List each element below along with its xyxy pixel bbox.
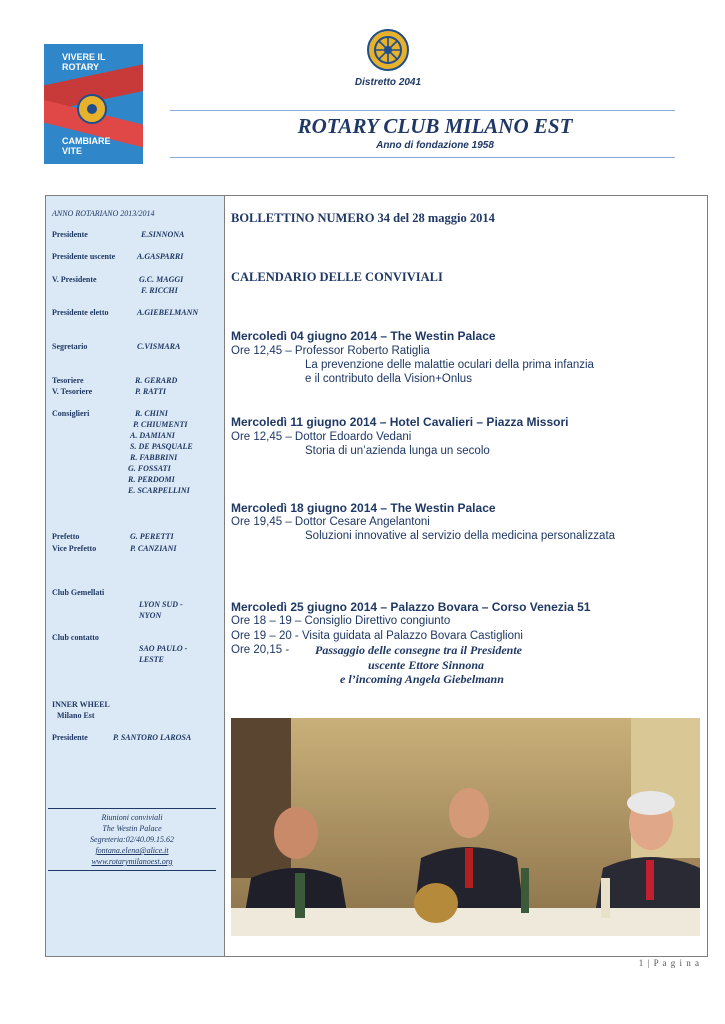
gemellati-label: Club Gemellati — [52, 588, 105, 597]
vice-prefetto-label: Vice Prefetto — [52, 544, 97, 553]
officer-name: C.VISMARA — [137, 342, 181, 351]
councillor-name: E. SCARPELLINI — [128, 486, 190, 495]
founded-label: Anno di fondazione 1958 — [376, 140, 494, 151]
officer-name: F. RICCHI — [141, 286, 178, 295]
header-rule — [170, 157, 675, 158]
footer-line: The Westin Palace — [102, 824, 162, 833]
footer-email-link[interactable]: fontana.elena@alice.it — [95, 846, 169, 855]
logo-line: CAMBIARE — [62, 136, 111, 146]
inner-wheel-club: Milano Est — [57, 711, 95, 720]
vice-prefetto-name: P. CANZIANI — [130, 544, 177, 553]
officer-role: Presidente eletto — [52, 308, 109, 317]
calendar-title: CALENDARIO DELLE CONVIVIALI — [231, 270, 443, 284]
event-highlight: uscente Ettore Sinnona — [368, 658, 485, 672]
logo-line: VIVERE IL — [62, 52, 106, 62]
officer-name: P. RATTI — [135, 387, 166, 396]
councillor-name: P. CHIUMENTI — [133, 420, 188, 429]
district-label: Distretto 2041 — [354, 77, 422, 88]
event-line: La prevenzione delle malattie oculari della prima infanzia — [305, 359, 594, 371]
event-title: Mercoledì 11 giugno 2014 – Hotel Cavalieri – Piazza Missori — [231, 415, 569, 429]
prefetto-name: G. PERETTI — [130, 532, 174, 541]
officer-role: V. Tesoriere — [52, 387, 93, 396]
officer-name: A.GASPARRI — [137, 252, 184, 261]
officer-role: V. Presidente — [52, 275, 97, 284]
event-line: Ore 20,15 - — [231, 644, 290, 656]
logo-line: ROTARY — [62, 62, 99, 72]
event-line: Ore 12,45 – Professor Roberto Ratiglia — [231, 345, 430, 357]
councillor-name: R. FABBRINI — [130, 453, 178, 462]
officer-name: G.C. MAGGI — [139, 275, 184, 284]
rotary-year: ANNO ROTARIANO 2013/2014 — [52, 209, 155, 218]
event-highlight: Passaggio delle consegne tra il Presidente — [315, 643, 522, 657]
councillor-name: R. PERDOMI — [128, 475, 175, 484]
event-line: Soluzioni innovative al servizio della medicina personalizzata — [305, 530, 616, 542]
event-line: Ore 18 – 19 – Consiglio Direttivo congiunto — [231, 615, 451, 627]
officer-role: Presidente — [52, 230, 88, 239]
councillor-name: S. DE PASQUALE — [130, 442, 193, 451]
event-line: Ore 12,45 – Dottor Edoardo Vedani — [231, 431, 412, 443]
event-line: Storia di un’azienda lunga un secolo — [305, 445, 490, 457]
officer-role: Segretario — [52, 342, 88, 351]
logo-line: VITE — [62, 146, 83, 156]
sidebar-rule — [48, 870, 216, 871]
inner-wheel-label: INNER WHEEL — [52, 700, 110, 709]
gemellati-club: NYON — [139, 611, 162, 620]
event-line: e il contributo della Vision+Onlus — [305, 373, 472, 385]
sidebar-rule — [48, 808, 216, 809]
councillor-name: G. FOSSATI — [128, 464, 171, 473]
page-number: 1 | P a g i n a — [638, 958, 700, 968]
officer-name: A.GIEBELMANN — [137, 308, 199, 317]
iw-president-label: Presidente — [52, 733, 88, 742]
club-title: ROTARY CLUB MILANO EST — [297, 114, 573, 138]
gemellati-club: LYON SUD - — [139, 600, 183, 609]
group-photo — [231, 718, 700, 936]
contatto-club: SAO PAULO - — [139, 644, 188, 653]
event-line: Ore 19 – 20 - Visita guidata al Palazzo Bovara Castiglioni — [231, 630, 523, 642]
officer-role: Tesoriere — [52, 376, 84, 385]
event-line: Ore 19,45 – Dottor Cesare Angelantoni — [231, 516, 430, 528]
event-title: Mercoledì 04 giugno 2014 – The Westin Palace — [231, 329, 496, 343]
councillor-name: A. DAMIANI — [130, 431, 175, 440]
header-rule — [170, 110, 675, 111]
vivere-il-rotary-logo — [44, 44, 143, 164]
rotary-emblem-icon — [366, 28, 410, 72]
officer-name: E.SINNONA — [141, 230, 185, 239]
contatto-label: Club contatto — [52, 633, 99, 642]
bulletin-title: BOLLETTINO NUMERO 34 del 28 maggio 2014 — [231, 211, 495, 225]
officer-role: Consiglieri — [52, 409, 90, 418]
event-title: Mercoledì 18 giugno 2014 – The Westin Palace — [231, 501, 496, 515]
footer-phone: Segreteria:02/40.09.15.62 — [90, 835, 174, 844]
footer-website-link[interactable]: www.rotarymilanoest.org — [91, 857, 173, 866]
officer-role: Presidente uscente — [52, 252, 116, 261]
rotary-wheel-icon — [77, 94, 107, 124]
officer-name: R. CHINI — [135, 409, 168, 418]
iw-president-name: P. SANTORO LAROSA — [113, 733, 192, 742]
column-divider — [224, 196, 225, 956]
event-title: Mercoledì 25 giugno 2014 – Palazzo Bovara – Corso Venezia 51 — [231, 600, 591, 614]
event-highlight: e l’incoming Angela Giebelmann — [340, 672, 504, 686]
footer-line: Riunioni conviviali — [101, 813, 163, 822]
officer-name: R. GERARD — [135, 376, 178, 385]
prefetto-label: Prefetto — [52, 532, 80, 541]
contatto-club: LESTE — [139, 655, 164, 664]
